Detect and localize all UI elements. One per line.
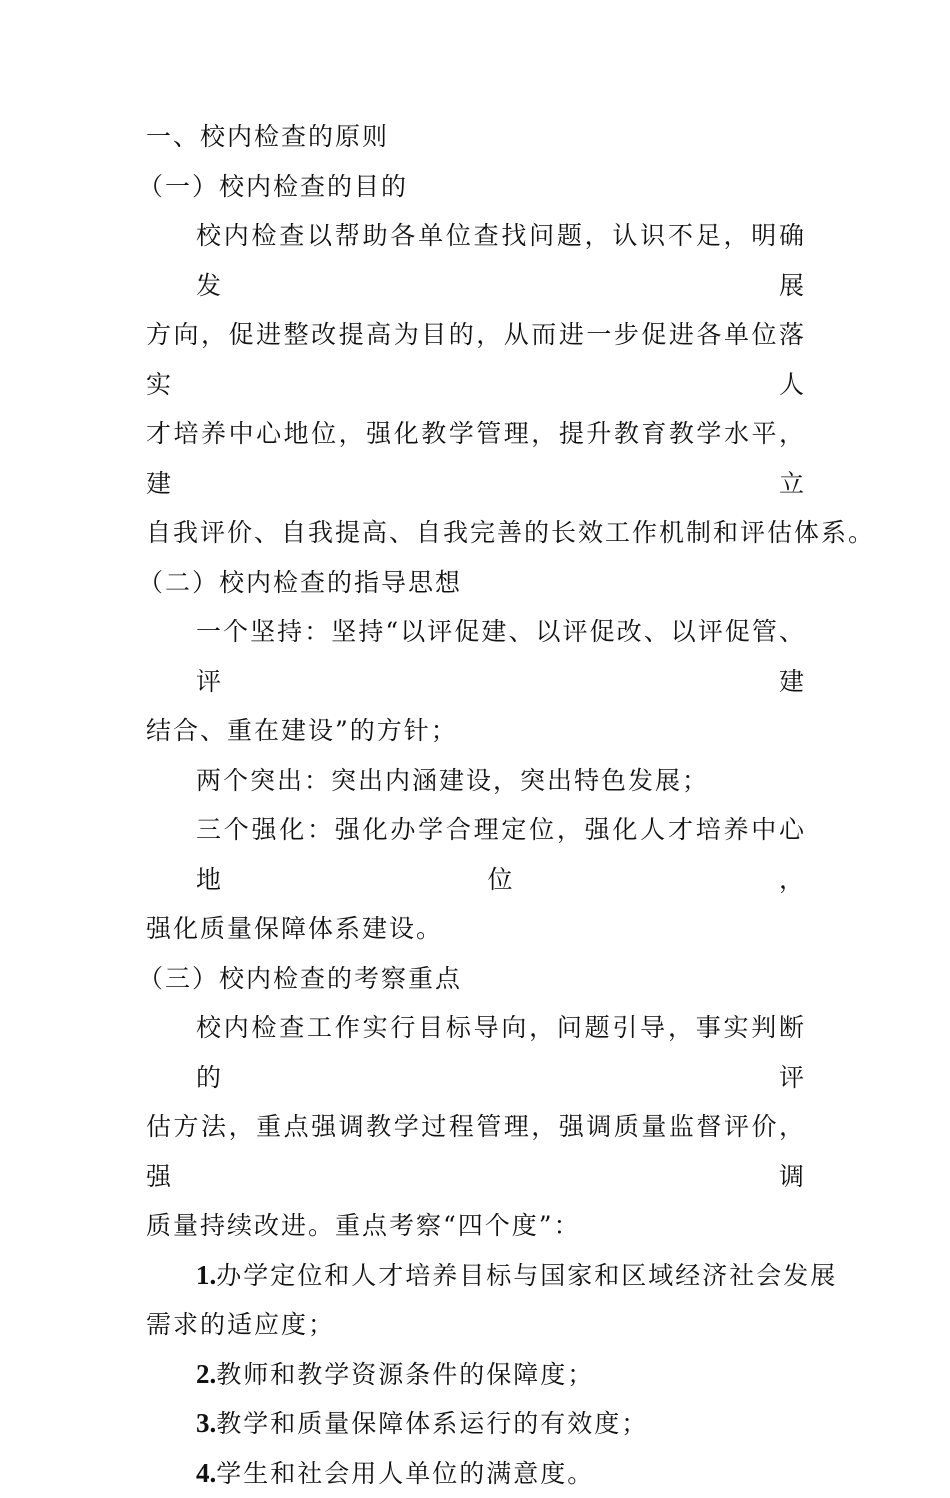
- list-item-text: 办学定位和人才培养目标与国家和区域经济社会发展: [216, 1261, 837, 1290]
- subsection-heading: （二）校内检查的指导思想: [138, 558, 806, 608]
- subsection-heading: （三）校内检查的考察重点: [138, 954, 806, 1004]
- paragraph-line: 结合、重在建设”的方针；: [146, 706, 806, 756]
- list-item: [146, 1399, 806, 1449]
- list-item: [146, 1350, 806, 1400]
- list-item-text: 教学和质量保障体系运行的有效度；: [216, 1409, 648, 1438]
- paragraph-line: 一个坚持：坚持“以评促建、以评促改、以评促管、评建: [146, 607, 806, 706]
- list-item-number: 1.: [196, 1260, 216, 1290]
- list-item-number: 4.: [196, 1458, 216, 1488]
- paragraph-line: 强化质量保障体系建设。: [146, 904, 806, 954]
- paragraph-line: 才培养中心地位，强化教学管理，提升教育教学水平，建立: [146, 409, 806, 508]
- paragraph-line: 两个突出：突出内涵建设，突出特色发展；: [146, 756, 806, 806]
- list-item-number: 2.: [196, 1359, 216, 1389]
- paragraph-line: 三个强化：强化办学合理定位，强化人才培养中心地位，: [146, 805, 806, 904]
- paragraph-line: 方向，促进整改提高为目的，从而进一步促进各单位落实人: [146, 310, 806, 409]
- list-item-continuation: 需求的适应度；: [146, 1300, 806, 1350]
- paragraph-line: 自我评价、自我提高、自我完善的长效工作机制和评估体系。: [146, 508, 806, 558]
- paragraph-line: 估方法，重点强调教学过程管理，强调质量监督评价，强调: [146, 1102, 806, 1201]
- list-item-text: 学生和社会用人单位的满意度。: [216, 1459, 594, 1488]
- section-heading: 一、校内检查的原则: [146, 112, 806, 162]
- paragraph-line: 质量持续改进。重点考察“四个度”：: [146, 1201, 806, 1251]
- paragraph-line: 校内检查工作实行目标导向，问题引导，事实判断的评: [146, 1003, 806, 1102]
- document-body: [146, 112, 806, 1498]
- list-item: [146, 1449, 806, 1498]
- list-item-text: 教师和教学资源条件的保障度；: [216, 1360, 594, 1389]
- list-item-number: 3.: [196, 1408, 216, 1438]
- subsection-heading: （一）校内检查的目的: [138, 162, 806, 212]
- list-item: [146, 1251, 806, 1301]
- paragraph-line: 校内检查以帮助各单位查找问题，认识不足，明确发展: [146, 211, 806, 310]
